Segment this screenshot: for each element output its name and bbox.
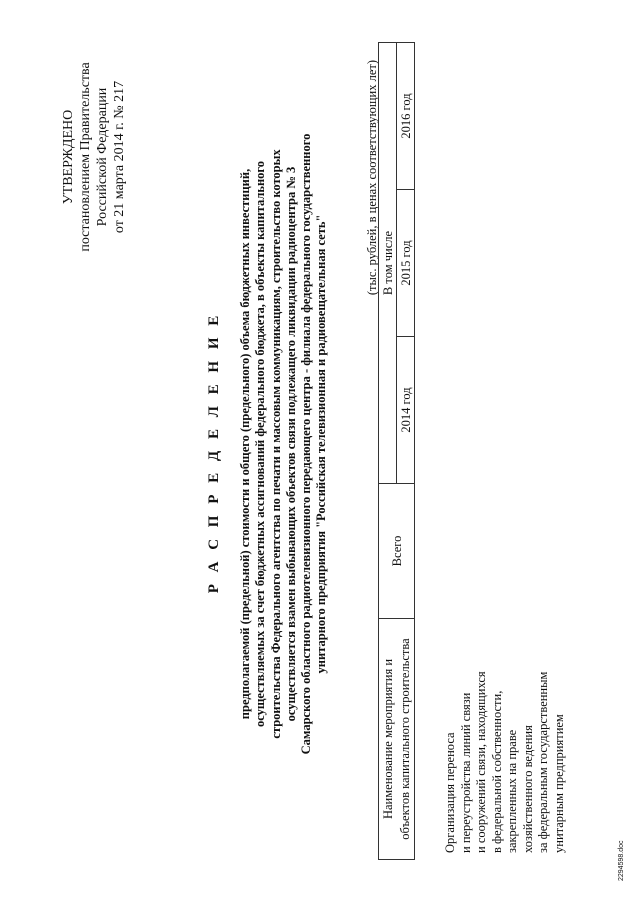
including-header: В том числе (379, 43, 397, 484)
description-line: предполагаемой (предельной) стоимости и общего (предельного) объема бюджетных инвестиций, (238, 168, 252, 720)
name-header-top: Наименование мероприятия и (379, 619, 397, 860)
description-line: унитарного предприятия "Российская телевизионная и радиовещательная сеть" (314, 214, 329, 674)
units-note: (тыс. рублей, в ценах соответствующих лет) (365, 60, 379, 296)
document-description (238, 63, 330, 825)
activity-line: закрепленных на праве (505, 729, 519, 853)
description-line: строительства Федерального агентства по печати и массовым коммуникациям, строительство которых (268, 149, 283, 739)
year-header-2016: 2016 год (397, 43, 415, 190)
activity-line: в федеральной собственности, (489, 690, 504, 853)
activity-line: и переустройства линий связи (458, 692, 473, 853)
file-reference: 2294598.doc (618, 840, 625, 881)
distribution-table (378, 42, 415, 860)
activity-line: и сооружений связи, находящихся (474, 671, 488, 853)
activity-line: хозяйственного ведения (520, 725, 535, 853)
approval-line: от 21 марта 2014 г. № 217 (112, 80, 127, 234)
year-header-2015: 2015 год (397, 190, 415, 337)
approval-line: УТВЕРЖДЕНО (61, 109, 76, 205)
approval-line: Российской Федерации (95, 87, 110, 227)
description-line: осуществляемых за счет бюджетных ассигнований федерального бюджета, в объекты капитального (253, 160, 268, 728)
approval-block (60, 37, 128, 277)
document-title: Р А С П Р Е Д Е Л Е Н И Е (206, 311, 222, 594)
activity-line: Организация переноса (443, 732, 457, 853)
name-header-bottom: объектов капитального строительства (397, 619, 415, 860)
description-line: осуществляется взамен выбывающих объектов связи подлежащего ликвидации радиоцентра № 3 (283, 166, 298, 722)
activity-description (443, 671, 567, 853)
description-line: Самарского областного радиотелевизионного передающего центра - филиала федерального государственного (299, 133, 314, 755)
approval-line: постановлением Правительства (78, 62, 93, 252)
activity-line: унитарным предприятием (551, 714, 566, 853)
total-header: Всего (379, 484, 415, 619)
activity-line: за федеральным государственным (536, 671, 550, 853)
year-header-2014: 2014 год (397, 337, 415, 484)
